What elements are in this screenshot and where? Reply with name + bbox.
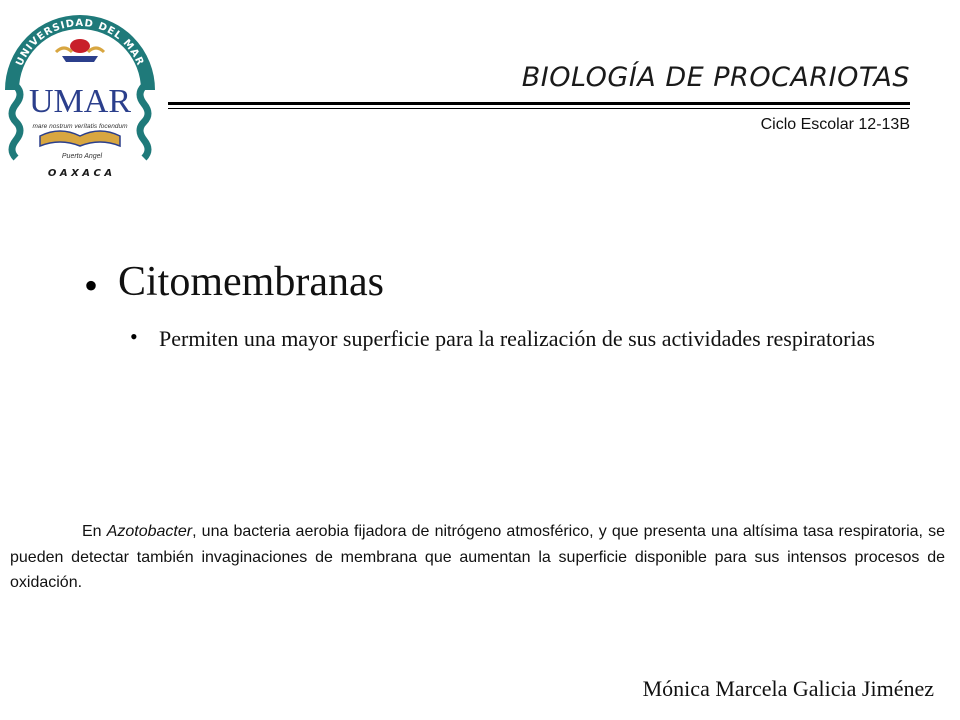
logo-place: Puerto Angel xyxy=(61,153,103,160)
slide-heading: Citomembranas xyxy=(118,259,384,305)
course-title: BIOLOGÍA DE PROCARIOTAS xyxy=(521,62,910,93)
logo-monogram: UMAR xyxy=(28,83,132,120)
course-term: Ciclo Escolar 12-13B xyxy=(760,116,910,133)
author-name: Mónica Marcela Galicia Jiménez xyxy=(642,676,934,701)
logo-motto: mare nostrum verítatis focendum xyxy=(32,123,128,130)
logo-crest-icon xyxy=(56,39,104,62)
university-logo xyxy=(4,8,156,180)
paragraph-rest: , una bacteria aerobia fijadora de nitrógeno atmosférico, y que presenta una altísima tasa respiratoria, se pueden detectar también invaginaciones de membrana que aumentan la superficie disponible para sus intensos procesos de oxidación. xyxy=(10,523,945,591)
bullet-icon: • xyxy=(84,263,99,308)
paragraph-lead: En xyxy=(82,523,107,540)
logo-state: O A X A C A xyxy=(47,168,113,179)
header-divider xyxy=(168,102,910,109)
logo-arc-text: UNIVERSIDAD DEL MAR xyxy=(14,17,146,68)
sub-bullet-icon: • xyxy=(130,324,138,349)
body-paragraph xyxy=(10,519,945,596)
sub-bullet-text: Permiten una mayor superficie para la realización de sus actividades respiratorias xyxy=(159,326,875,351)
paragraph-genus: Azotobacter xyxy=(106,523,193,540)
